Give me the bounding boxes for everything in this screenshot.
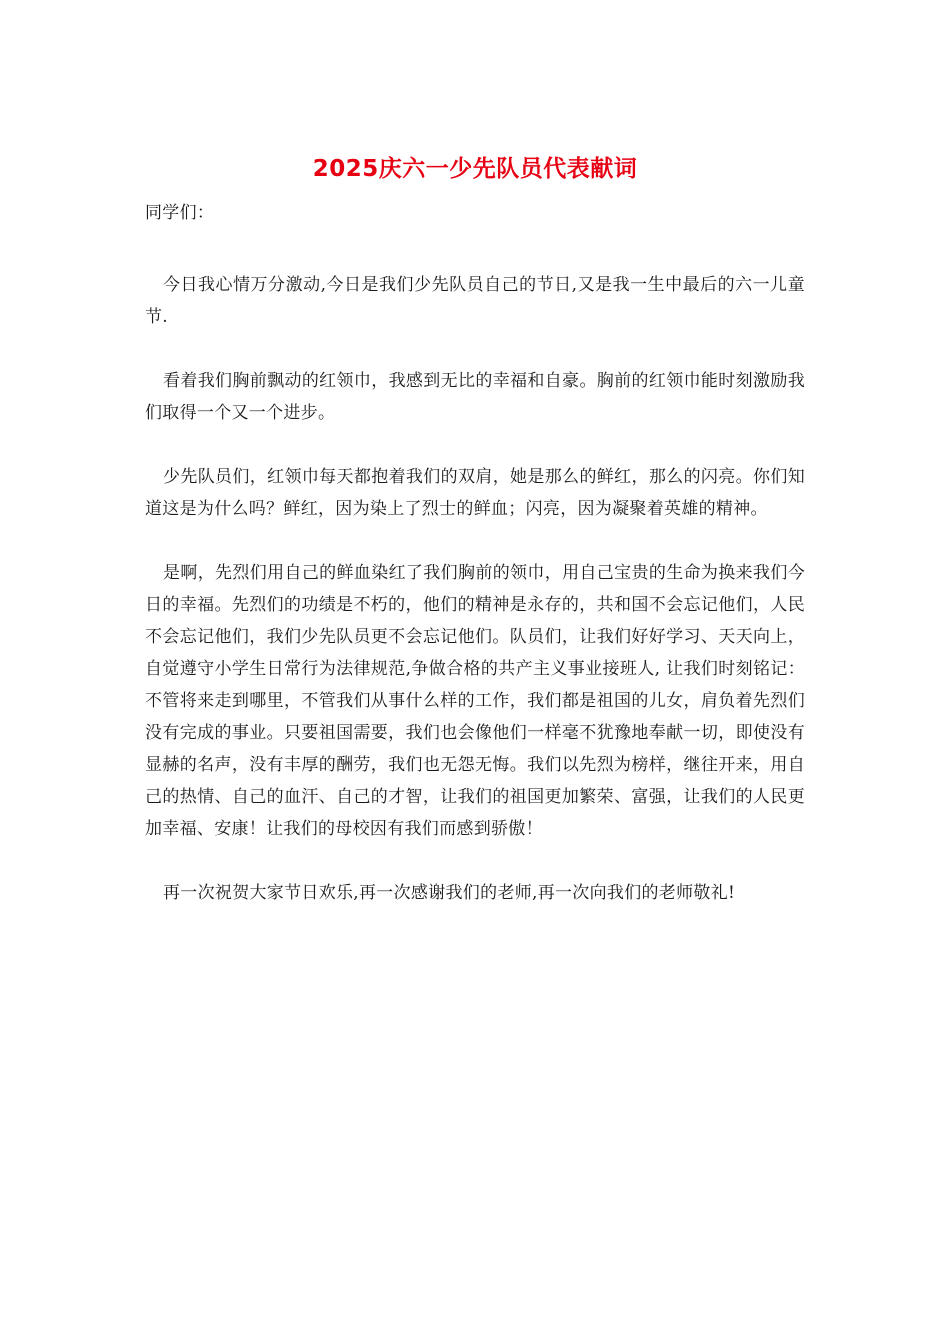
spacer (145, 845, 805, 877)
spacer (145, 229, 805, 269)
paragraph-2: 看着我们胸前飘动的红领巾，我感到无比的幸福和自豪。胸前的红领巾能时刻激励我们取得一个又一个进步。 (145, 371, 805, 423)
document-body (145, 197, 805, 909)
spacer (145, 525, 805, 557)
document-title: 2025庆六一少先队员代表献词 (312, 156, 638, 182)
paragraph-3: 少先队员们，红领巾每天都抱着我们的双肩，她是那么的鲜红，那么的闪亮。你们知道这是为什么吗？鲜红，因为染上了烈士的鲜血；闪亮，因为凝聚着英雄的精神。 (145, 467, 805, 519)
salutation: 同学们： (145, 203, 215, 223)
spacer (145, 333, 805, 365)
paragraph-5: 再一次祝贺大家节日欢乐,再一次感谢我们的老师,再一次向我们的老师敬礼! (163, 883, 736, 903)
paragraph-4: 是啊，先烈们用自己的鲜血染红了我们胸前的领巾，用自己宝贵的生命为换来我们今日的幸福。先烈们的功绩是不朽的，他们的精神是永存的，共和国不会忘记他们，人民不会忘记他们，我们少先队员更不会忘记他们。队员们，让我们好好学习、天天向上，自觉遵守小学生日常行为法律规范,争做合格的共产主义事业接班人, 让我们时刻铭记：不管将来走到哪里，不管我们从事什么样的工作，我们都是祖国的儿女，肩负着先烈们没有完成的事业。只要祖国需要，我们也会像他们一样毫不犹豫地奉献一切，即使没有显赫的名声，没有丰厚的酬劳，我们也无怨无悔。我们以先烈为榜样，继往开来，用自己的热情、自己的血汗、自己的才智，让我们的祖国更加繁荣、富强，让我们的人民更加幸福、安康！让我们的母校因有我们而感到骄傲！ (145, 563, 805, 839)
spacer (145, 429, 805, 461)
paragraph-1: 今日我心情万分激动,今日是我们少先队员自己的节日,又是我一生中最后的六一儿童节. (145, 275, 805, 327)
